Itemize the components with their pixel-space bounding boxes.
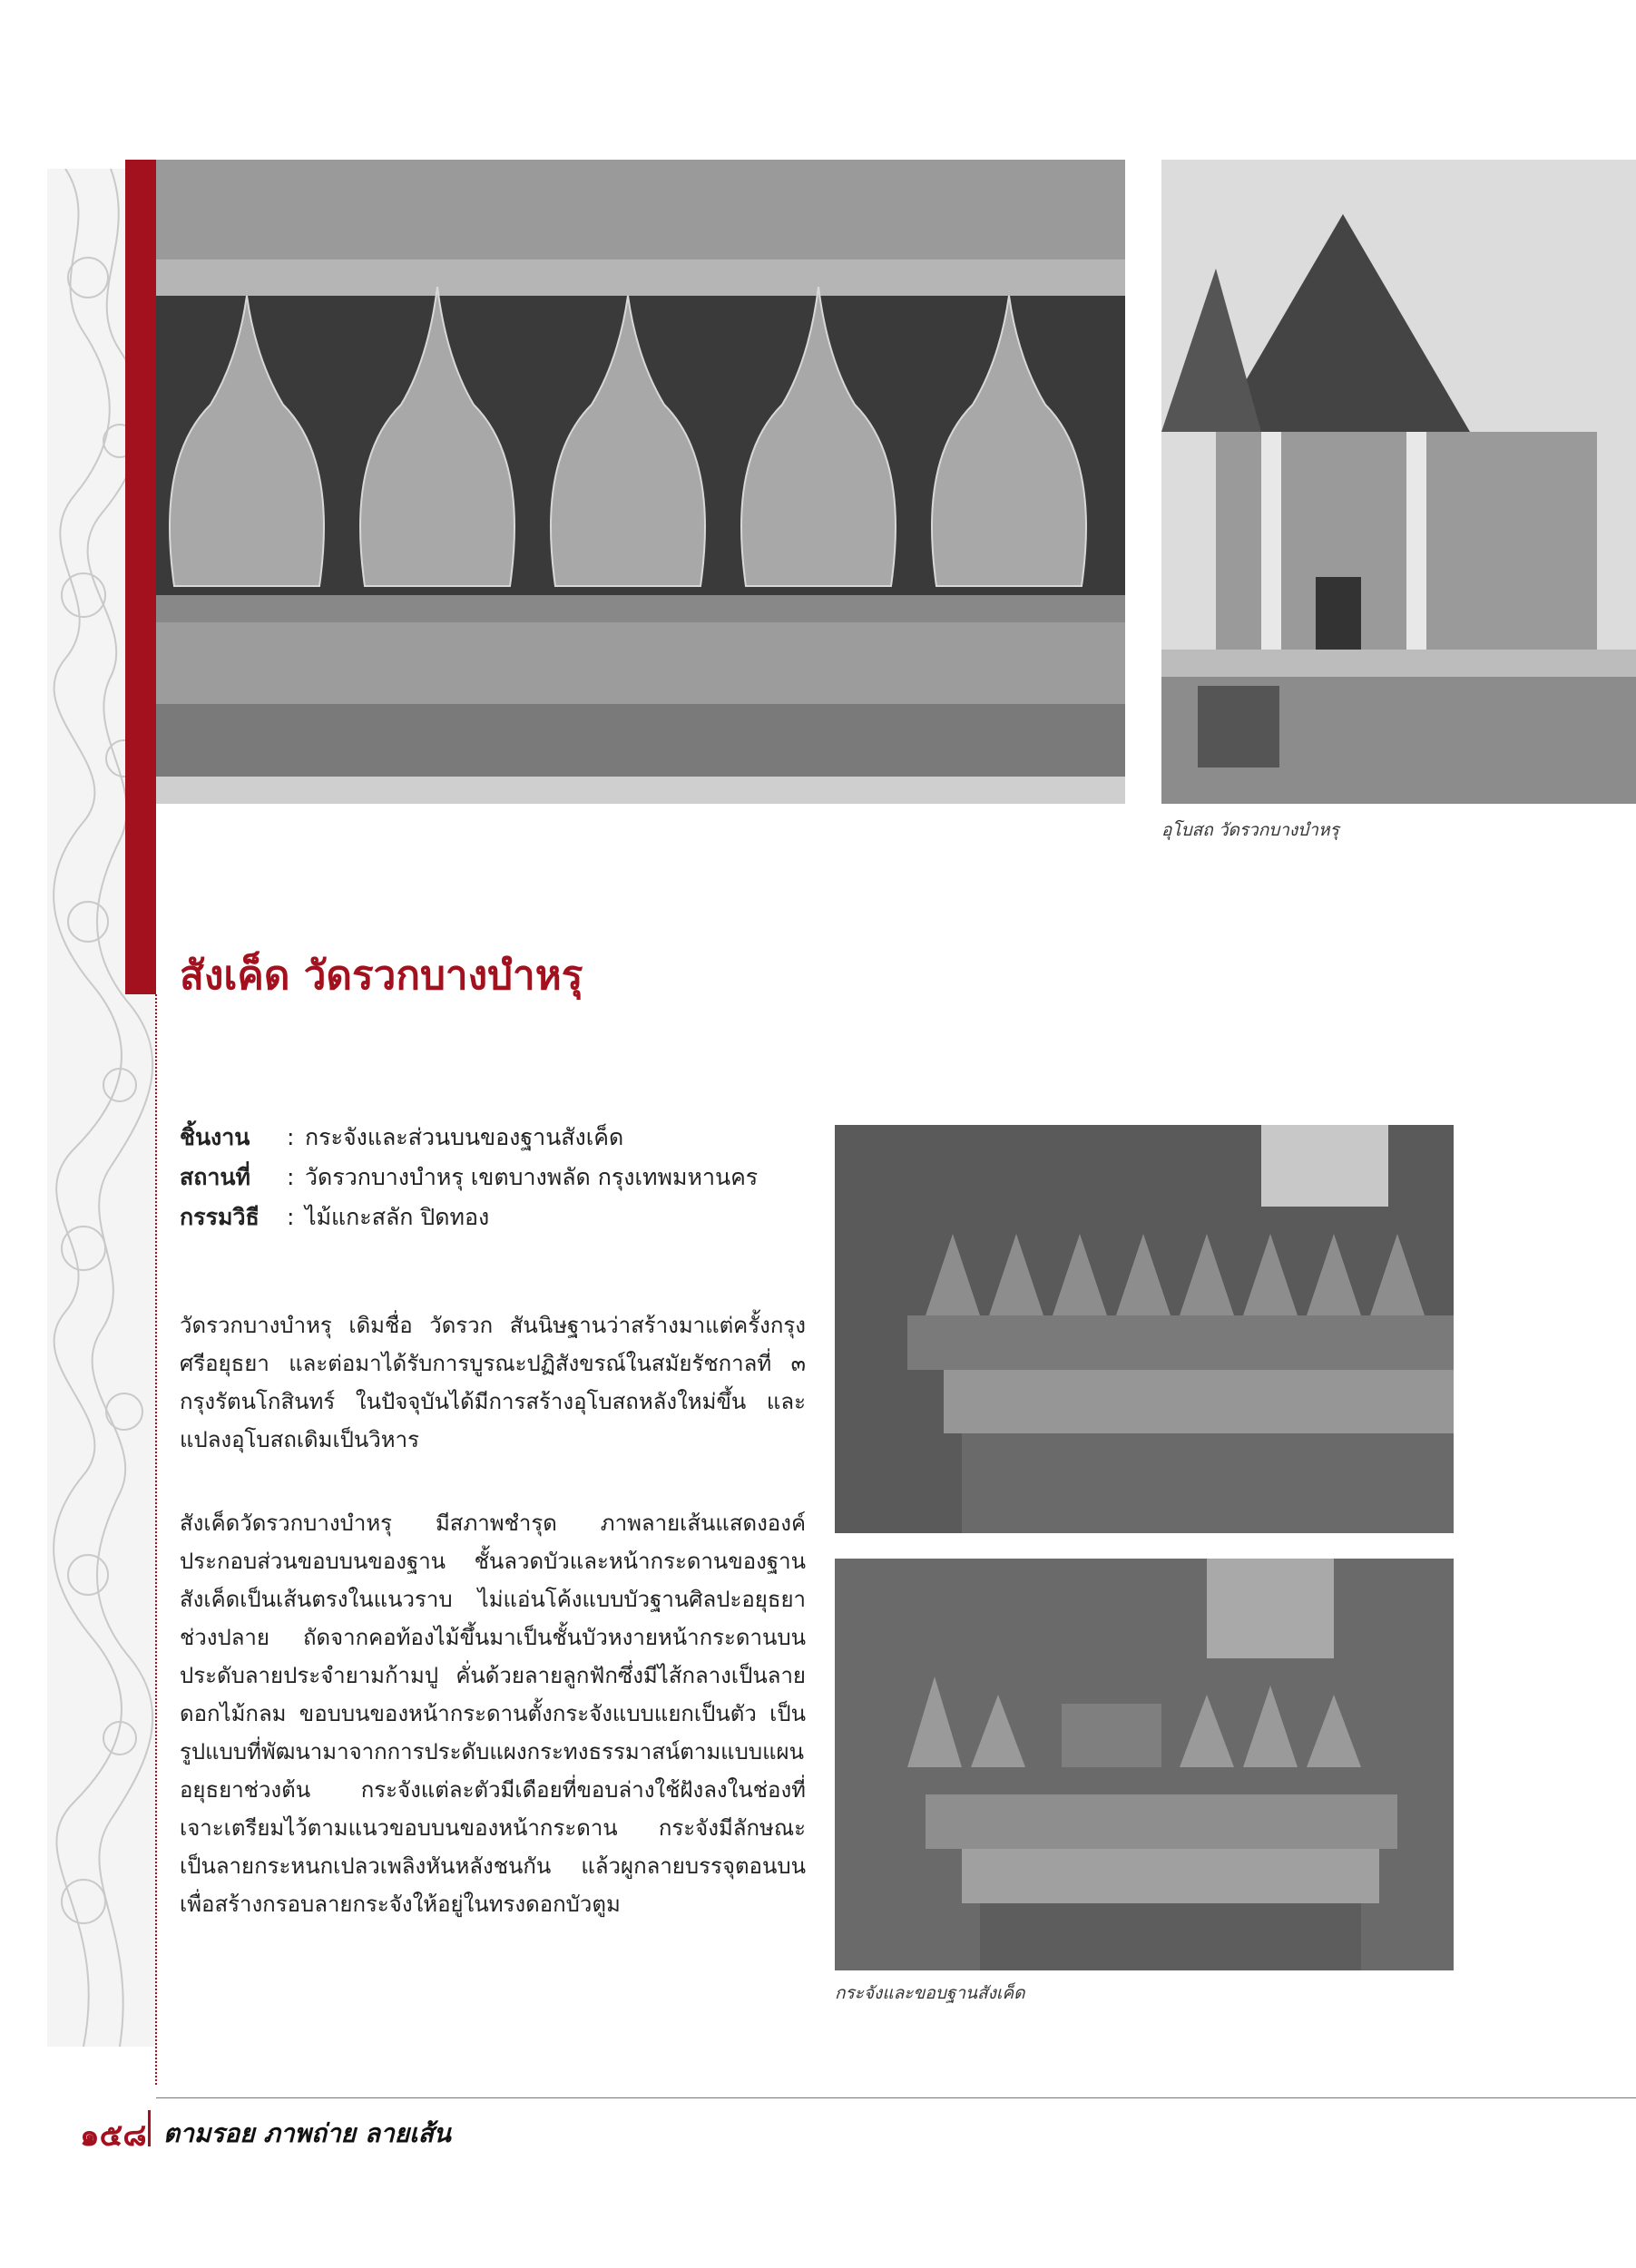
- meta-value: วัดรวกบางบำหรุ เขตบางพลัด กรุงเทพมหานคร: [305, 1164, 759, 1190]
- footer-rule: [156, 2097, 1636, 2098]
- photo-ubosot: [1161, 160, 1636, 804]
- body-paragraph-1: วัดรวกบางบำหรุ เดิมชื่อ วัดรวก สันนิษฐานว่าสร้างมาแต่ครั้งกรุงศรีอยุธยา และต่อมาได้รับการบูรณะปฏิสังขรณ์ในสมัยรัชกาลที่ ๓ กรุงรัตนโกสินทร์ ในปัจจุบันได้มีการสร้างอุโบสถหลังใหม่ขึ้น และแปลงอุโบสถเดิมเป็นวิหาร: [180, 1313, 806, 1452]
- meta-row-technique: [180, 1198, 758, 1237]
- caption-ubosot: อุโบสถ วัดรวกบางบำหรุ: [1161, 820, 1339, 840]
- meta-sep: :: [287, 1124, 295, 1150]
- meta-label: ชิ้นงาน: [180, 1124, 250, 1150]
- meta-sep: :: [287, 1204, 295, 1230]
- photo-frieze: [156, 160, 1125, 804]
- meta-label: กรรมวิธี: [180, 1204, 260, 1230]
- footer-divider: [148, 2110, 151, 2146]
- page-title: สังเค็ด วัดรวกบางบำหรุ: [180, 953, 583, 999]
- accent-bar: [125, 160, 156, 994]
- page-number: ๑๕๘: [80, 2117, 147, 2154]
- metadata-block: [180, 1118, 758, 1237]
- photo-base-1: [835, 1125, 1454, 1533]
- body-paragraph-2: สังเค็ดวัดรวกบางบำหรุ มีสภาพชำรุด ภาพลายเส้นแสดงองค์ประกอบส่วนขอบบนของฐาน ชั้นลวดบัวและหน้ากระดานของฐานสังเค็ดเป็นเส้นตรงในแนวราบ ไม่แอ่นโค้งแบบบัวฐานศิลปะอยุธยาช่วงปลาย ถัดจากคอท้องไม้ขึ้นมาเป็นชั้นบัวหงายหน้ากระดานบนประดับลายประจำยามก้ามปู คั่นด้วยลายลูกฟักซึ่งมีไส้กลางเป็นลายดอกไม้กลม ขอบบนของหน้ากระดานตั้งกระจังแบบแยกเป็นตัว เป็นรูปแบบที่พัฒนามาจากการประดับแผงกระทงธรรมาสน์ตามแบบแผนอยุธยาช่วงต้น กระจังแต่ละตัวมีเดือยที่ขอบล่างใช้ฝังลงในช่องที่เจาะเตรียมไว้ตามแนวขอบบนของหน้ากระดาน กระจังมีลักษณะเป็นลายกระหนกเปลวเพลิงหันหลังชนกัน แล้วผูกลายบรรจุตอนบน เพื่อสร้างกรอบลายกระจังให้อยู่ในทรงดอกบัวตูม: [180, 1510, 806, 1917]
- meta-value: ไม้แกะสลัก ปิดทอง: [305, 1204, 490, 1230]
- meta-label: สถานที่: [180, 1164, 251, 1190]
- photo-base-2: [835, 1559, 1454, 1970]
- dotted-divider: [155, 994, 157, 2085]
- meta-value: กระจังและส่วนบนของฐานสังเค็ด: [305, 1124, 624, 1150]
- meta-row-piece: [180, 1118, 758, 1158]
- meta-row-location: [180, 1158, 758, 1198]
- meta-sep: :: [287, 1164, 295, 1190]
- running-title: ตามรอย ภาพถ่าย ลายเส้น: [163, 2118, 451, 2148]
- caption-base: กระจังและขอบฐานสังเค็ด: [835, 1983, 1025, 2003]
